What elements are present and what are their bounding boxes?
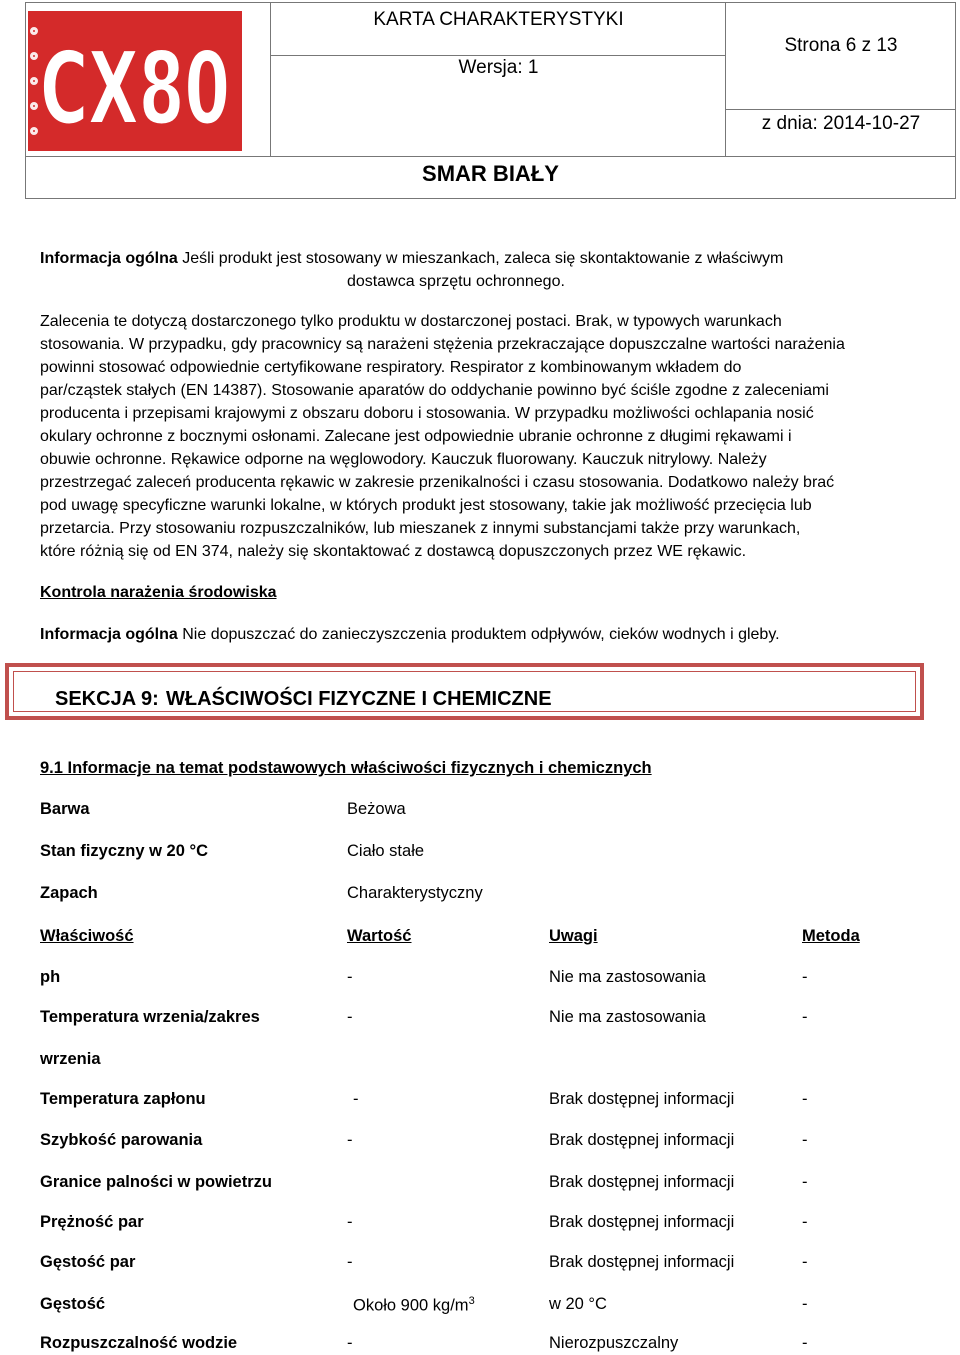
version-label: Wersja: 1 bbox=[458, 57, 539, 78]
table-row-value: - bbox=[347, 968, 353, 986]
table-row-method: - bbox=[802, 1008, 808, 1026]
section-title: WŁAŚCIWOŚCI FIZYCZNE I CHEMICZNE bbox=[166, 688, 552, 710]
paragraph-line: powinni stosować odpowiednie certyfikowane respiratory. Respirator z kombinowanym wkładem do bbox=[40, 359, 742, 376]
table-row-name: Temperatura wrzenia/zakres bbox=[40, 1008, 260, 1026]
table-row-method: - bbox=[802, 1253, 808, 1271]
table-row-name: Szybkość parowania bbox=[40, 1131, 203, 1149]
table-row-method: - bbox=[802, 968, 808, 986]
table-row-note: Brak dostępnej informacji bbox=[549, 1173, 735, 1191]
table-row-note: Nie ma zastosowania bbox=[549, 968, 706, 986]
table-row-name: Gęstość par bbox=[40, 1253, 136, 1271]
paragraph-line: stosowania. W przypadku, gdy pracownicy są narażeni stężenia przekraczające dopuszczalne wartości narażenia bbox=[40, 336, 845, 353]
column-header-property: Właściwość bbox=[40, 927, 134, 945]
cx80-logo bbox=[28, 11, 242, 151]
table-row-note: w 20 °C bbox=[549, 1295, 607, 1313]
section-number: SEKCJA 9: bbox=[55, 688, 159, 710]
table-row-note: Brak dostępnej informacji bbox=[549, 1253, 735, 1271]
product-name: SMAR BIAŁY bbox=[422, 161, 559, 186]
property-value: Beżowa bbox=[347, 800, 406, 818]
table-row-name: Rozpuszczalność wodzie bbox=[40, 1334, 238, 1352]
general-info-cont: dostawca sprzętu ochronnego. bbox=[347, 273, 565, 290]
env-info-text: Nie dopuszczać do zanieczyszczenia produktem odpływów, cieków wodnych i gleby. bbox=[182, 626, 780, 643]
page-info-cell bbox=[726, 3, 956, 156]
table-row-name: ph bbox=[40, 968, 61, 986]
paragraph-line: które różnią się od EN 374, należy się skontaktować z dostawcą dopuszczonych przez WE rękawic. bbox=[40, 543, 747, 560]
column-header-value: Wartość bbox=[347, 927, 412, 945]
divider bbox=[271, 55, 726, 56]
table-row-value: - bbox=[347, 1131, 353, 1149]
env-info-label: Informacja ogólna bbox=[40, 626, 178, 643]
env-control-info bbox=[40, 623, 780, 646]
property-value: Ciało stałe bbox=[347, 842, 425, 860]
paragraph-line: Zalecenia te dotyczą dostarczonego tylko produktu w dostarczonej postaci. Brak, w typowych warunkach bbox=[40, 313, 782, 330]
table-row-value: - bbox=[347, 1253, 353, 1271]
column-header-method: Metoda bbox=[802, 927, 860, 945]
section-9-banner bbox=[5, 663, 924, 720]
protection-recommendations bbox=[40, 310, 920, 563]
table-row-name: Prężność par bbox=[40, 1213, 144, 1231]
table-row-value: - bbox=[347, 1008, 353, 1026]
general-info bbox=[40, 247, 783, 270]
property-label: Stan fizyczny w 20 °C bbox=[40, 842, 208, 860]
table-row-value: - bbox=[353, 1090, 359, 1108]
paragraph-line: obuwie ochronne. Rękawice odporne na węglowodory. Kauczuk fluorowany. Kauczuk nitrylowy. Należy bbox=[40, 451, 767, 468]
table-row-method: - bbox=[802, 1334, 808, 1352]
table-row-method: - bbox=[802, 1090, 808, 1108]
table-row-name-cont: wrzenia bbox=[40, 1050, 101, 1068]
paragraph-line: par/cząstek stałych (EN 14387). Stosowanie aparatów do oddychanie powinno być ściśle zgodne z zaleceniami bbox=[40, 382, 829, 399]
title-cell bbox=[271, 3, 726, 156]
paragraph-line: producenta i przepisami krajowymi z obszaru doboru i stosowania. W przypadku możliwości ochlapania nosić bbox=[40, 405, 814, 422]
document-title: KARTA CHARAKTERYSTYKI bbox=[373, 9, 624, 30]
paragraph-line: pod uwagę specyficzne warunki lokalne, w których produkt jest stosowany, takie jak możliwość przecięcia lub bbox=[40, 497, 812, 514]
logo-text: CX80 bbox=[40, 30, 230, 147]
table-row-method: - bbox=[802, 1295, 808, 1313]
table-row-name: Granice palności w powietrzu bbox=[40, 1173, 272, 1191]
paragraph-line: przetarcia. Przy stosowaniu rozpuszczalników, lub mieszanek z innymi substancjami także przy warunkach, bbox=[40, 520, 801, 537]
table-row-value: - bbox=[347, 1213, 353, 1231]
paragraph-line: przestrzegać zaleceń producenta rękawic w zakresie przenikalności i czasu stosowania. Dodatkowo należy brać bbox=[40, 474, 835, 491]
table-row-value: - bbox=[347, 1334, 353, 1352]
issue-date: z dnia: 2014-10-27 bbox=[761, 113, 921, 134]
table-row-note: Brak dostępnej informacji bbox=[549, 1090, 735, 1108]
density-value: Około 900 kg/m bbox=[353, 1296, 469, 1315]
env-control-heading: Kontrola narażenia środowiska bbox=[40, 584, 277, 601]
table-row-note: Brak dostępnej informacji bbox=[549, 1131, 735, 1149]
general-info-text: Jeśli produkt jest stosowany w mieszankach, zaleca się skontaktowanie z właściwym bbox=[182, 250, 784, 267]
divider bbox=[26, 156, 955, 157]
table-row-name: Gęstość bbox=[40, 1295, 106, 1313]
property-label: Barwa bbox=[40, 800, 90, 818]
property-value: Charakterystyczny bbox=[347, 884, 483, 902]
property-label: Zapach bbox=[40, 884, 98, 902]
table-row-note: Nierozpuszczalny bbox=[549, 1334, 679, 1352]
density-unit-exponent: 3 bbox=[468, 1295, 475, 1307]
table-row-method: - bbox=[802, 1131, 808, 1149]
paragraph-line: okulary ochronne z bocznymi osłonami. Zalecane jest odpowiednie ubranie ochronne z długimi rękawami i bbox=[40, 428, 792, 445]
divider bbox=[726, 109, 956, 110]
table-row-method: - bbox=[802, 1173, 808, 1191]
table-row-note: Nie ma zastosowania bbox=[549, 1008, 706, 1026]
general-info-label: Informacja ogólna bbox=[40, 250, 178, 267]
document-header bbox=[25, 2, 956, 199]
table-row-value bbox=[353, 1295, 475, 1316]
logo-cell bbox=[26, 3, 271, 156]
column-header-notes: Uwagi bbox=[549, 927, 598, 945]
table-row-name: Temperatura zapłonu bbox=[40, 1090, 206, 1108]
page-number: Strona 6 z 13 bbox=[784, 35, 898, 56]
table-row-method: - bbox=[802, 1213, 808, 1231]
subsection-heading: 9.1 Informacje na temat podstawowych właściwości fizycznych i chemicznych bbox=[40, 759, 652, 777]
table-row-note: Brak dostępnej informacji bbox=[549, 1213, 735, 1231]
